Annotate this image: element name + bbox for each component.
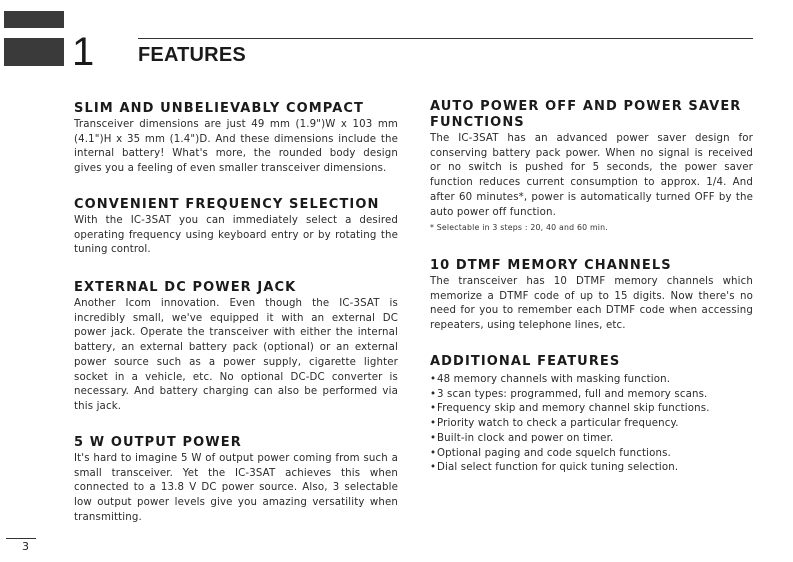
section-body: Transceiver dimensions are just 49 mm (1.9")W x 103 mm (4.1")H x 35 mm (1.4")D. And these dimensions include the internal battery! What's more, the rounded body design gives you a feeling of even smaller transceiver dimensions. — [74, 119, 398, 175]
section-body: With the IC-3SAT you can immediately select a desired operating frequency using keyboard entry or by rotating the tuning control. — [74, 215, 398, 256]
bullet: • — [430, 403, 437, 415]
list-item: •Dial select function for quick tuning selection. — [430, 461, 753, 476]
bullet: • — [430, 432, 437, 444]
chapter-number: 1 — [72, 30, 95, 74]
list-item: •48 memory channels with masking function. — [430, 373, 753, 388]
section-additional — [430, 354, 753, 476]
section-heading: 5 W OUTPUT POWER — [74, 435, 242, 450]
list-item: •Built-in clock and power on timer. — [430, 432, 753, 447]
section-dtmf — [430, 258, 753, 334]
bullet: • — [430, 462, 437, 474]
section-heading: CONVENIENT FREQUENCY SELECTION — [74, 197, 380, 212]
section-auto-power — [430, 99, 753, 234]
list-item: •Optional paging and code squelch functions. — [430, 447, 753, 462]
chapter-marker-bottom — [4, 38, 64, 66]
page-number: 3 — [22, 540, 29, 553]
section-heading: AUTO POWER OFF AND POWER SAVER FUNCTIONS — [430, 99, 742, 130]
list-item: •Frequency skip and memory channel skip functions. — [430, 402, 753, 417]
bullet: • — [430, 447, 437, 459]
list-item: •Priority watch to check a particular frequency. — [430, 417, 753, 432]
section-output-power — [74, 435, 398, 526]
bullet: • — [430, 374, 437, 385]
section-heading: EXTERNAL DC POWER JACK — [74, 280, 297, 295]
page-number-rule — [6, 538, 36, 539]
chapter-title: FEATURES — [138, 44, 246, 66]
section-slim — [74, 101, 398, 177]
chapter-marker-top — [4, 11, 64, 28]
footnote: * Selectable in 3 steps : 20, 40 and 60 min. — [430, 223, 608, 233]
section-heading: 10 DTMF MEMORY CHANNELS — [430, 258, 672, 273]
section-body: It's hard to imagine 5 W of output power coming from such a small transceiver. Yet the IC-3SAT achieves this when connected to a 13.8 V DC power source. Also, 3 selectable low output power levels give you amazing versatility when transmitting. — [74, 453, 398, 523]
section-body: The IC-3SAT has an advanced power saver design for conserving battery pack power. When no signal is received or no switch is pushed for 5 seconds, the power saver function reduces current consumption to approx. 1/4. And after 60 minutes*, power is automatically turned OFF by the auto power off function. — [430, 133, 753, 218]
section-frequency — [74, 197, 398, 258]
section-dc-jack — [74, 280, 398, 415]
header-rule — [138, 38, 753, 39]
bullet: • — [430, 388, 437, 400]
section-body: The transceiver has 10 DTMF memory channels which memorize a DTMF code of up to 15 digits. Now there's no need for you to remember each DTMF code when accessing repeaters, using telephone lines, etc. — [430, 276, 753, 332]
section-heading: ADDITIONAL FEATURES — [430, 354, 621, 369]
section-body: Another Icom innovation. Even though the IC-3SAT is incredibly small, we've equipped it with an external DC power jack. Operate the transceiver with either the internal battery, an external battery pack (optional) or an external power source such as a power supply, cigarette lighter socket in a vehicle, etc. No optional DC-DC converter is necessary. And battery charging can also be performed via this jack. — [74, 298, 398, 412]
section-heading: SLIM AND UNBELIEVABLY COMPACT — [74, 101, 365, 116]
list-item: •3 scan types: programmed, full and memory scans. — [430, 388, 753, 403]
bullet: • — [430, 418, 437, 430]
feature-list — [430, 373, 753, 476]
